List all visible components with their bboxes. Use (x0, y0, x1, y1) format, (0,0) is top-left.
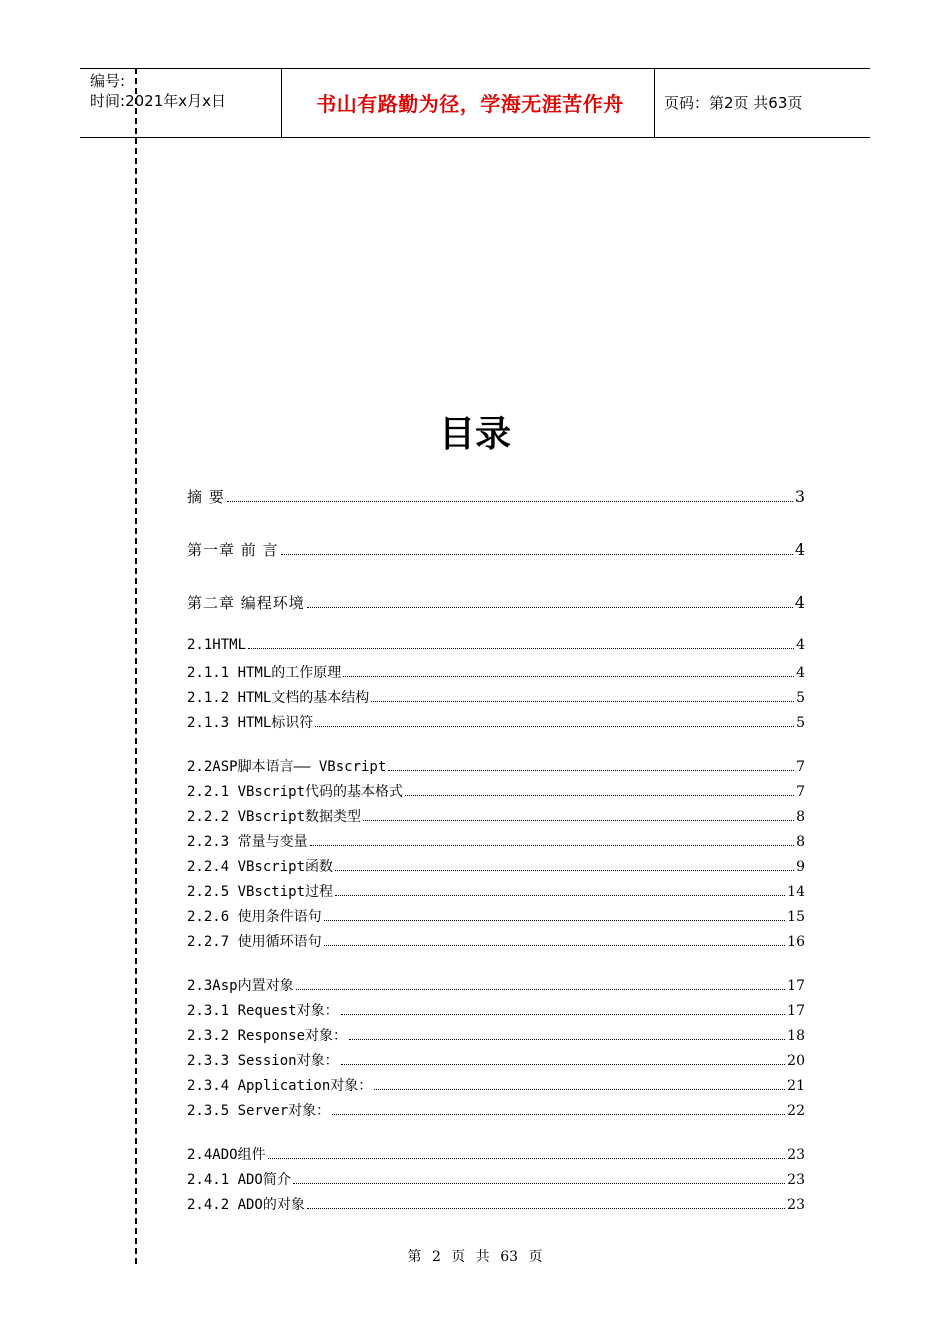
toc-entry-title: 2.2ASP脚本语言—— VBscript (187, 759, 387, 775)
toc-entry-page: 5 (796, 715, 805, 731)
toc-entry-title: 2.4ADO组件 (187, 1147, 266, 1163)
number-label: 编号: (90, 72, 126, 90)
toc-leader-dots (324, 944, 786, 946)
toc-entry-page: 21 (787, 1078, 805, 1094)
toc-entry[interactable] (187, 662, 805, 687)
toc-entry-page: 17 (787, 978, 805, 994)
toc-entry-title: 第一章 前 言 (187, 541, 279, 559)
toc-entry-page: 7 (796, 759, 805, 775)
page-header (80, 68, 870, 138)
toc-entry-title: 2.2.2 VBscript数据类型 (187, 809, 362, 825)
toc-entry-page: 16 (787, 934, 805, 950)
toc-entry[interactable] (187, 781, 805, 806)
toc-entry-page: 9 (796, 859, 805, 875)
toc-entry[interactable] (187, 592, 805, 617)
toc-title: 目录 (438, 414, 511, 455)
toc-entry[interactable] (187, 1000, 805, 1025)
table-of-contents (187, 486, 805, 1219)
toc-entry-title: 2.2.1 VBscript代码的基本格式 (187, 784, 404, 800)
toc-entry[interactable] (187, 975, 805, 1000)
toc-entry-page: 4 (794, 540, 805, 559)
toc-entry[interactable] (187, 687, 805, 712)
binding-line (135, 68, 137, 1264)
toc-entry-title: 第二章 编程环境 (187, 594, 305, 612)
toc-entry-page: 23 (787, 1172, 805, 1188)
toc-leader-dots (374, 1088, 785, 1090)
toc-entry[interactable] (187, 1169, 805, 1194)
toc-leader-dots (268, 1157, 786, 1159)
toc-leader-dots (363, 819, 794, 821)
toc-entry-page: 15 (787, 909, 805, 925)
toc-leader-dots (332, 1113, 785, 1115)
toc-leader-dots (227, 500, 793, 502)
toc-entry-title: 2.3.2 Response对象： (187, 1028, 348, 1044)
toc-entry-title: 2.3.3 Session对象： (187, 1053, 339, 1069)
toc-entry[interactable] (187, 806, 805, 831)
toc-entry-page: 3 (794, 487, 805, 506)
toc-entry[interactable] (187, 931, 805, 956)
toc-entry-title: 2.3Asp内置对象 (187, 978, 294, 994)
toc-leader-dots (307, 1207, 785, 1209)
toc-entry-title: 2.1.2 HTML文档的基本结构 (187, 690, 370, 706)
toc-leader-dots (248, 647, 794, 649)
toc-entry-title: 2.2.4 VBscript函数 (187, 859, 334, 875)
toc-entry-title: 2.2.6 使用条件语句 (187, 909, 322, 925)
toc-entry-page: 14 (787, 884, 805, 900)
toc-entry-title: 2.3.4 Application对象： (187, 1078, 373, 1094)
toc-leader-dots (349, 1038, 785, 1040)
toc-entry[interactable] (187, 1025, 805, 1050)
header-date: 2021年x月x日 (125, 92, 226, 110)
header-motto: 书山有路勤为径，学海无涯苦作舟 (316, 92, 624, 116)
toc-entry[interactable] (187, 856, 805, 881)
toc-entry[interactable] (187, 1194, 805, 1219)
header-divider-left (281, 69, 282, 137)
toc-entry-title: 2.1.3 HTML标识符 (187, 715, 314, 731)
toc-leader-dots (281, 553, 793, 555)
toc-entry[interactable] (187, 831, 805, 856)
toc-leader-dots (388, 769, 794, 771)
toc-leader-dots (371, 700, 794, 702)
toc-entry-page: 8 (796, 809, 805, 825)
toc-entry[interactable] (187, 1144, 805, 1169)
toc-entry-page: 23 (787, 1197, 805, 1213)
toc-entry-title: 2.3.5 Server对象： (187, 1103, 331, 1119)
toc-leader-dots (315, 725, 794, 727)
toc-leader-dots (335, 869, 794, 871)
toc-entry-page: 22 (787, 1103, 805, 1119)
page-footer: 第 2 页 共 63 页 (407, 1249, 543, 1265)
toc-entry-title: 2.4.2 ADO的对象 (187, 1197, 305, 1213)
toc-entry-page: 23 (787, 1147, 805, 1163)
toc-entry-title: 2.1.1 HTML的工作原理 (187, 665, 342, 681)
toc-entry-page: 5 (796, 690, 805, 706)
toc-entry-title: 2.2.5 VBsctipt过程 (187, 884, 334, 900)
toc-entry-page: 8 (796, 834, 805, 850)
header-page-info: 页码：第2页 共63页 (664, 94, 803, 112)
toc-entry[interactable] (187, 539, 805, 564)
toc-leader-dots (293, 1182, 785, 1184)
time-label: 时间: (90, 92, 126, 110)
toc-entry-title: 摘 要 (187, 488, 225, 506)
toc-entry[interactable] (187, 486, 805, 511)
toc-leader-dots (324, 919, 786, 921)
toc-entry-title: 2.4.1 ADO简介 (187, 1172, 291, 1188)
toc-entry[interactable] (187, 1075, 805, 1100)
toc-entry[interactable] (187, 1100, 805, 1125)
toc-entry-title: 2.2.7 使用循环语句 (187, 934, 322, 950)
toc-leader-dots (296, 988, 786, 990)
toc-entry-page: 4 (794, 593, 805, 612)
toc-leader-dots (341, 1013, 786, 1015)
toc-entry-title: 2.3.1 Request对象： (187, 1003, 339, 1019)
toc-entry[interactable] (187, 637, 805, 662)
toc-leader-dots (310, 844, 795, 846)
toc-entry-page: 20 (787, 1053, 805, 1069)
header-meta (90, 71, 226, 111)
toc-entry-page: 18 (787, 1028, 805, 1044)
toc-leader-dots (341, 1063, 786, 1065)
toc-leader-dots (405, 794, 794, 796)
toc-entry[interactable] (187, 712, 805, 737)
toc-entry-page: 17 (787, 1003, 805, 1019)
toc-entry-page: 7 (796, 784, 805, 800)
toc-leader-dots (335, 894, 785, 896)
toc-entry-title: 2.2.3 常量与变量 (187, 834, 308, 850)
header-divider-right (654, 69, 655, 137)
toc-entry[interactable] (187, 881, 805, 906)
toc-entry[interactable] (187, 906, 805, 931)
toc-leader-dots (343, 675, 794, 677)
toc-entry[interactable] (187, 1050, 805, 1075)
toc-leader-dots (307, 606, 793, 608)
toc-entry-page: 4 (796, 637, 805, 653)
toc-entry-title: 2.1HTML (187, 637, 247, 653)
toc-entry-page: 4 (796, 665, 805, 681)
toc-entry[interactable] (187, 756, 805, 781)
